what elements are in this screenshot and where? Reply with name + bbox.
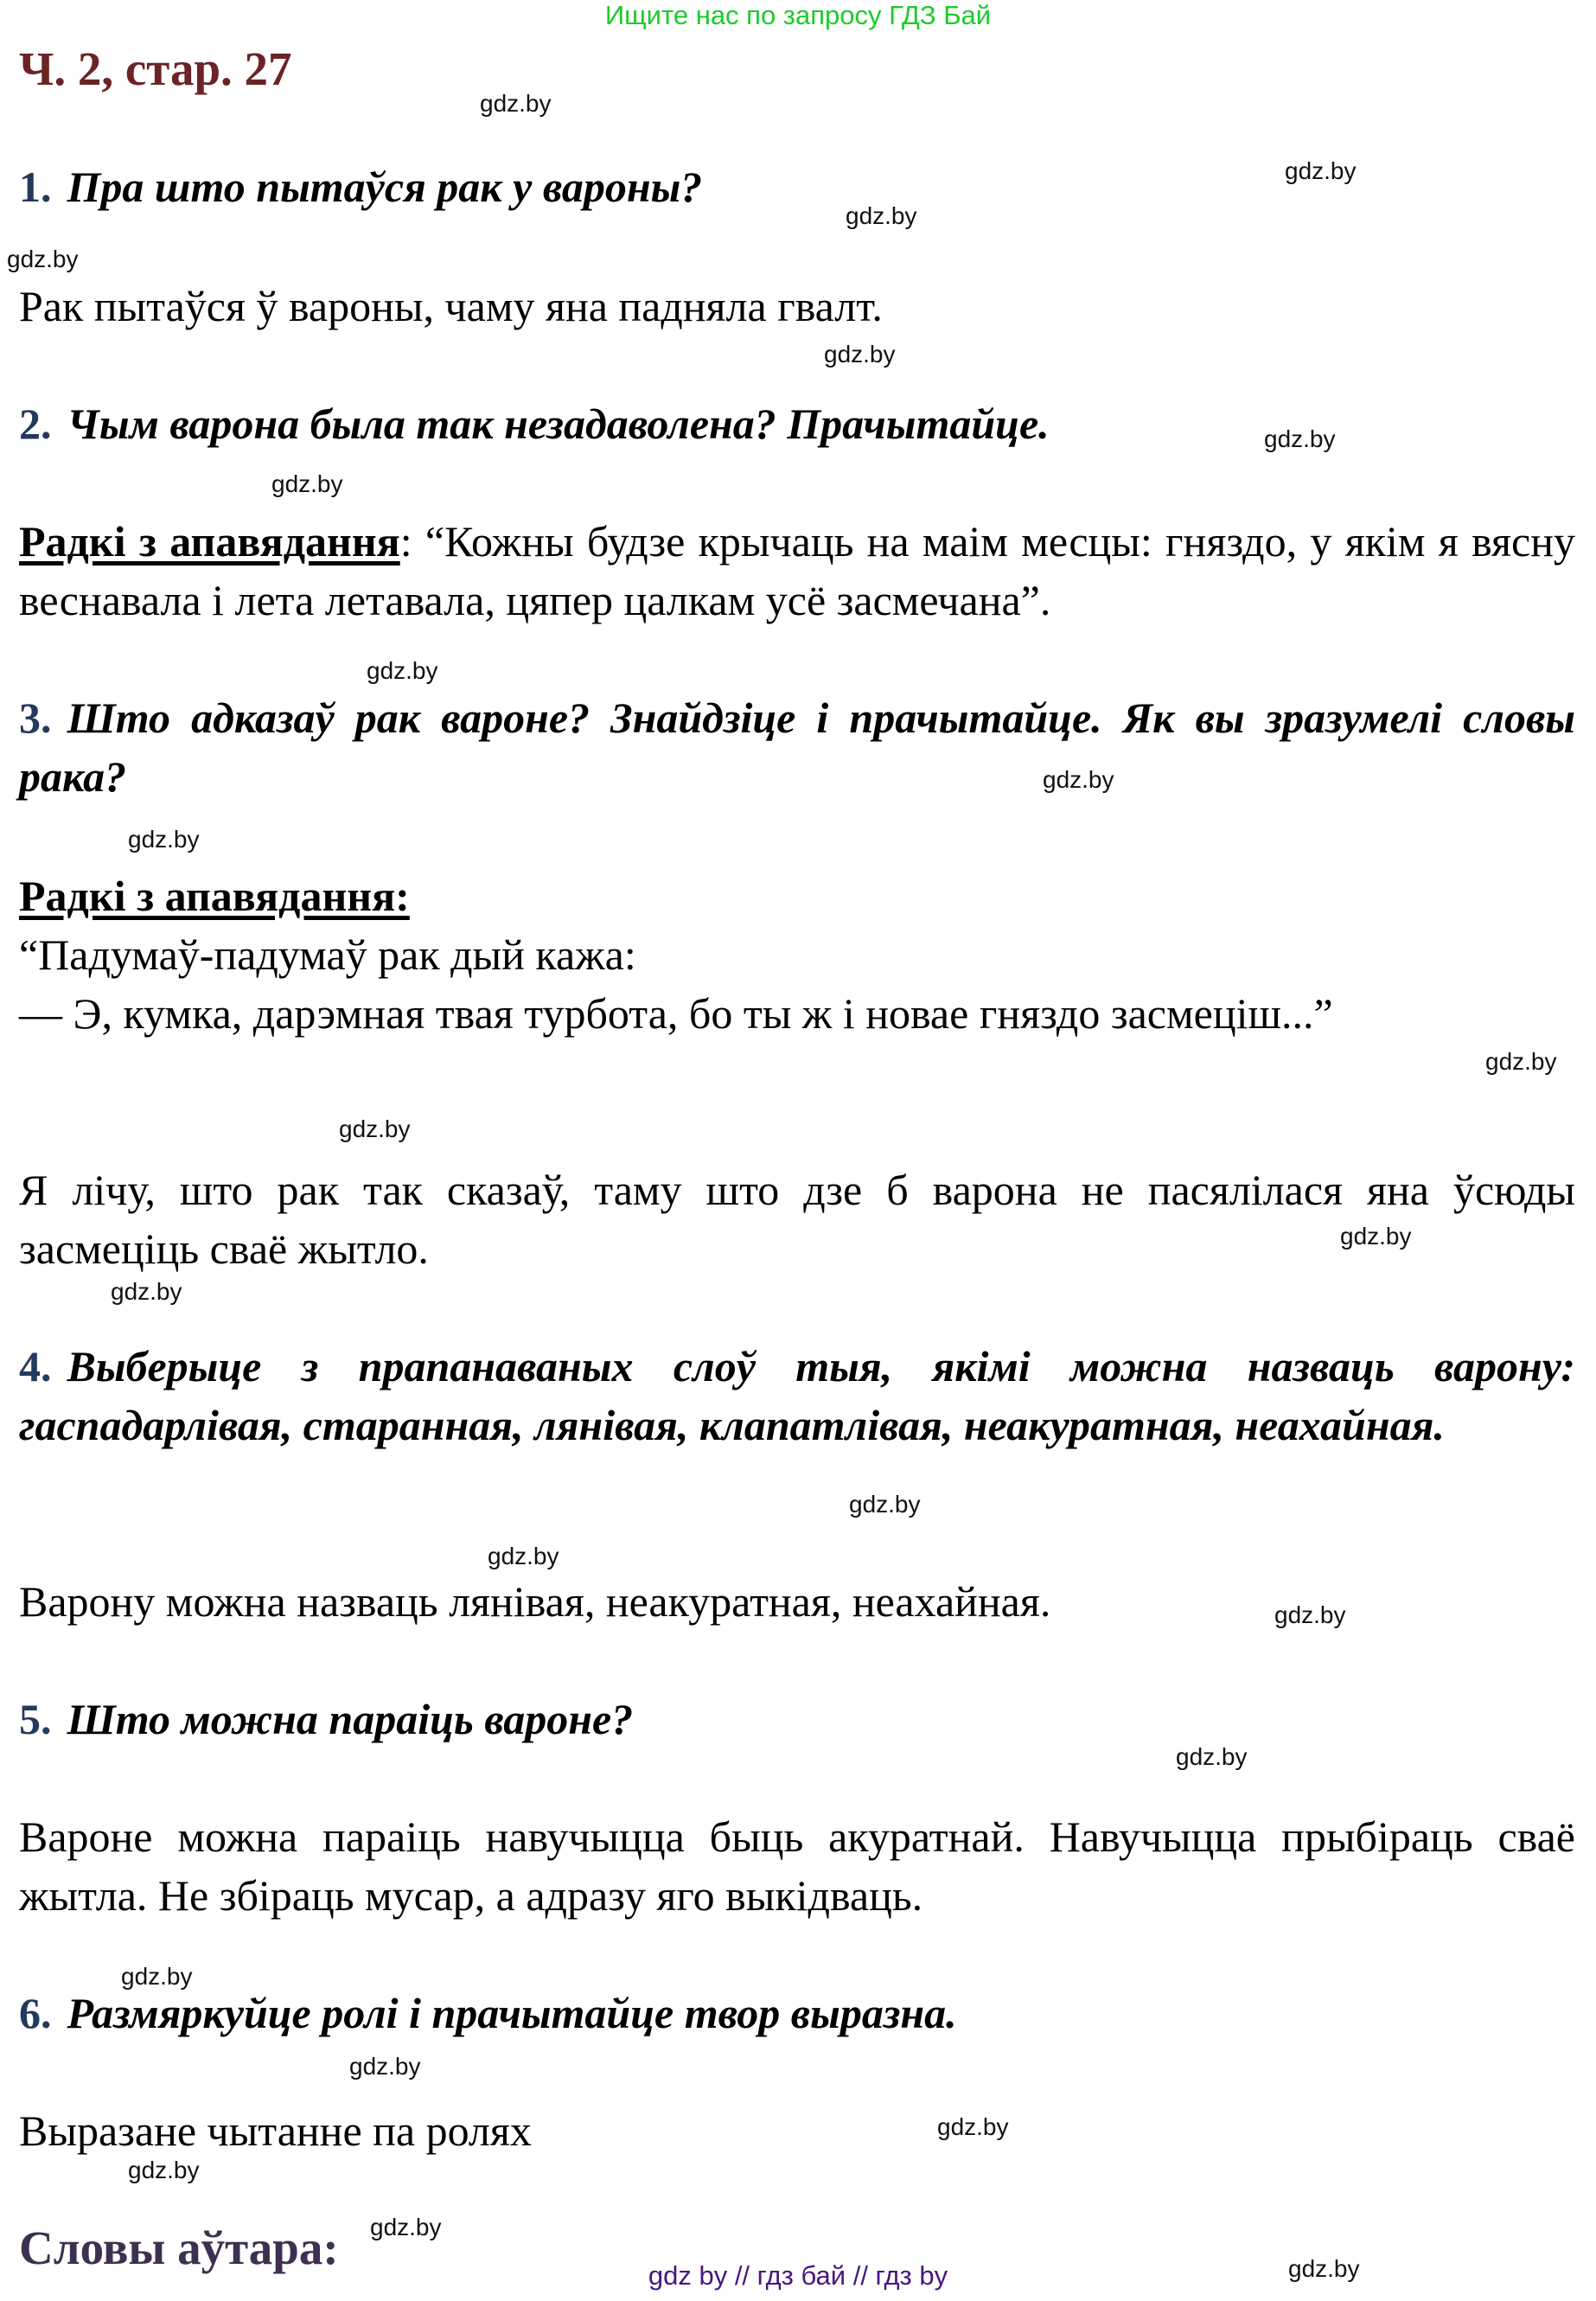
answer-2 (19, 512, 1575, 630)
watermark: gdz.by (1285, 157, 1357, 184)
watermark: gdz.by (824, 341, 896, 368)
watermark: gdz.by (1176, 1743, 1248, 1770)
quote-label-3 (19, 866, 1575, 925)
answer-4: Варону можна назваць лянівая, неакуратная, неахайная. (19, 1577, 1051, 1626)
question-4 (19, 1337, 1575, 1454)
page-title: Ч. 2, стар. 27 (19, 42, 292, 95)
answer-6: Выразане чытанне па ролях (19, 2106, 532, 2155)
watermark: gdz.by (111, 1278, 182, 1305)
watermark: gdz.by (846, 202, 917, 229)
question-number: 3. (19, 693, 52, 742)
watermark: gdz.by (128, 826, 200, 853)
question-text: Выберыце з прапанаваных слоў тыя, якімі можна назваць варону: гаспадарлівая, старанная, лянівая, клапатлівая, неакуратная, неахайная. (19, 1342, 1575, 1449)
question-number: 1. (19, 163, 52, 211)
watermark: gdz.by (370, 2214, 442, 2240)
watermark: gdz.by (1288, 2255, 1360, 2282)
question-3 (19, 688, 1575, 806)
question-text: Што адказаў рак вароне? Знайдзіце і прачытайце. Як вы зразумелі словы рака? (19, 693, 1575, 801)
quote-line-1: “Падумаў-падумаў рак дый кажа: (19, 930, 636, 979)
question-text: Што можна параіць вароне? (67, 1695, 634, 1743)
quote-label: Радкі з апавядання: (19, 872, 410, 920)
watermark: gdz.by (271, 470, 343, 497)
question-2 (19, 394, 1575, 453)
watermark: gdz.by (480, 90, 552, 117)
question-number: 2. (19, 399, 52, 448)
question-6 (19, 1984, 1575, 2042)
question-text: Размяркуйце ролі і прачытайце твор выразна. (67, 1989, 957, 2037)
watermark: gdz.by (128, 2157, 200, 2183)
quote-label: Радкі з апавядання (19, 517, 400, 566)
question-text: Чым варона была так незадаволена? Прачытайце. (67, 399, 1050, 448)
question-number: 6. (19, 1989, 52, 2037)
watermark: gdz.by (1043, 766, 1114, 793)
author-words-heading: Словы аўтара: (19, 2221, 339, 2274)
question-number: 4. (19, 1342, 52, 1390)
watermark: gdz.by (7, 246, 79, 272)
watermark: gdz.by (1485, 1048, 1557, 1075)
watermark: gdz.by (1264, 425, 1336, 452)
watermark: gdz.by (937, 2113, 1009, 2140)
question-5 (19, 1690, 1575, 1748)
footer-links[interactable]: gdz by // гдз бай // гдз by (648, 2260, 948, 2291)
watermark: gdz.by (367, 657, 438, 684)
watermark: gdz.by (339, 1115, 411, 1142)
quote-text: : “Кожны будзе крычаць на маім месцы: гняздо, у якім я вясну веснавала і лета летавала, цяпер цалкам усё засмечана”. (19, 517, 1576, 624)
watermark: gdz.by (849, 1491, 921, 1518)
answer-3-opinion: Я лічу, што рак так сказаў, таму што дзе б варона не пасялілася яна ўсюды засмеціць сваё жытло. (19, 1166, 1575, 1273)
quote-line-2: — Э, кумка, дарэмная твая турбота, бо ты ж і новае гняздо засмеціш...” (19, 989, 1333, 1038)
watermark: gdz.by (1274, 1601, 1346, 1628)
search-banner: Ищите нас по запросу ГДЗ Бай (604, 0, 992, 30)
watermark: gdz.by (1340, 1223, 1412, 1250)
question-text: Пра што пытаўся рак у вароны? (67, 163, 703, 211)
watermark: gdz.by (349, 2053, 421, 2080)
answer-5: Вароне можна параіць навучыцца быць акуратнай. Навучыцца прыбіраць сваё жытла. Не збіраць мусар, а адразу яго выкідваць. (19, 1812, 1575, 1920)
question-number: 5. (19, 1695, 52, 1743)
answer-1: Рак пытаўся ў вароны, чаму яна падняла гвалт. (19, 282, 883, 330)
watermark: gdz.by (121, 1963, 193, 1990)
watermark: gdz.by (488, 1543, 559, 1569)
